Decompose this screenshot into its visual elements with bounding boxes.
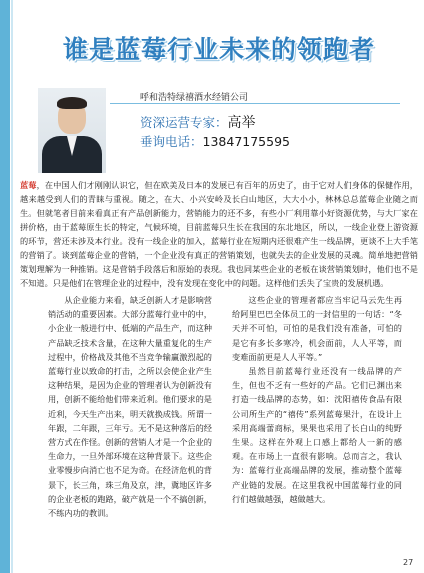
phone-line (140, 132, 290, 150)
left-column (48, 293, 212, 520)
intro-paragraph (20, 178, 418, 290)
sidebar-accent-line (11, 0, 13, 573)
expert-line (140, 112, 256, 132)
left-paragraph: 从企业能力来看，缺乏创新人才是影响营销活动的重要因素。大部分蓝莓行业中的中，小企业一般进行中、低端的产品生产，而这种产品缺乏技术含量，在这种大量重复化的生产过程中，价格战及其他不当竞争输赢激烈起的蓝莓行业以致命的打击，之所以会使企业产生这种结果，是因为企业的管理者认为创新没有用，创新不能给他们带来近利。他们要求的是近利，今天生产出来，明天就换成钱。所谓一年跟，二年跟，三年亏。无不是这种落后的经营方式在作怪。创新的营销人才是一个企业的生命力，一旦外部环境在这种背景下。这些企业零慢步向消亡也不足为奇。在经济危机的背景下，长三角，珠三角及京，津，冀地区许多的企业老板的跑路，破产就是一个不搞创新，不练内功的教训。 (48, 295, 212, 519)
phone-number: 13847175595 (202, 134, 290, 149)
expert-name: 高举 (227, 115, 256, 131)
expert-label: 资深运营专家： (140, 115, 228, 130)
right-column (232, 293, 402, 506)
sidebar-stripe (0, 0, 10, 573)
header-divider (110, 103, 400, 104)
phone-label: 垂询电话： (140, 134, 203, 149)
article-title: 谁是蓝莓行业未来的领跑者 (62, 35, 375, 64)
intro-highlight: 蓝莓 (20, 180, 37, 190)
page-number: 27 (403, 558, 414, 567)
author-photo (38, 88, 106, 173)
right-paragraph-2: 虽然目前蓝莓行业还没有一线品牌的产生，但也不乏有一些好的产品。它们已渊出来打造一线品牌的态势，如：沈阳禧传食品有限公司所生产的“禧传”系列蓝莓果汁，在设计上采用高端蕾商标，果果也采用了长白山的纯野生果。这样在外观上口感上都给人一新的感观。在市场上一直很有影响。总而言之，我认为：蓝莓行业高端品牌的发展，推动整个蓝莓产业链的发展。在这里我祝中国蓝莓行业的同行们越做越强，越做越大。 (232, 366, 402, 504)
intro-text: ，在中国人们才刚刚认识它，但在欧美及日本的发展已有百年的历史了，由于它对人们身体的保健作用，越来越受到人们的青睐与重视。随之，在大、小兴安岭及长白山地区，大大小小，林林总总蓝莓企业随之而生。但就笔者目前来看真正有产品创新能力，营销能力的还不多，有些小厂利用靠小好资源优势，与大厂家在拼价格，由于蓝莓原生长的特定，气候环境，目前蓝莓只生长在我国的东北地区，所以，一线企业登上游资源的环节，营还未涉及本行业。没有一线企业的加入，蓝莓行业在短期内还很难产生一线品牌，更谈不上大手笔的营销了。谈到蓝莓企业的营销，一个企业没有真正的营销策划，也就失去的企业发展的灵魂。简单地把营销策划理解为一种推销。这是营销手段落后和原始的表现。我也同某些企业的老板在谈营销策划时，他们也不是不知道。只是他们在管理企业的过程中，没有发现在变化中的问题。这样他们丢失了宝贵的发展机遇。 (20, 180, 418, 288)
right-paragraph-1: 这些企业的管理者都应当牢记马云先生再给阿里巴巴全体员工的一封信里的一句话：“冬天并不可怕，可怕的是我们没有准备，可怕的是它有多长多寒冷，机会面前，人人平等，而变难面前更是人人平等。” (232, 295, 402, 362)
company-name: 呼和浩特绿禧酒水经销公司 (140, 93, 249, 103)
photo-hair (57, 97, 87, 109)
